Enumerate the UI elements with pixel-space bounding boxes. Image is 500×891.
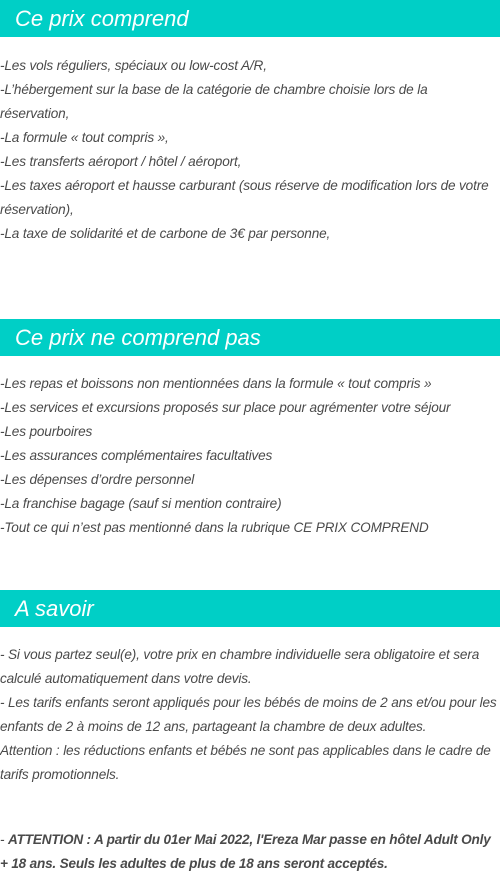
list-item: - Les tarifs enfants seront appliqués pour les bébés de moins de 2 ans et/ou pour les enfants de 2 à moins de 12 ans, partageant la chambre de deux adultes. <box>0 695 497 734</box>
list-item: -La franchise bagage (sauf si mention contraire) <box>0 496 282 511</box>
list-item: -Tout ce qui n’est pas mentionné dans la rubrique CE PRIX COMPREND <box>0 520 429 535</box>
list-item: -La taxe de solidarité et de carbone de 3€ par personne, <box>0 226 331 241</box>
list-item: Attention : les réductions enfants et bébés ne sont pas applicables dans le cadre de tarifs promotionnels. <box>0 743 491 782</box>
attention-prefix: - <box>0 832 9 847</box>
list-item: -La formule « tout compris », <box>0 130 169 145</box>
header-included-title: Ce prix comprend <box>15 5 189 31</box>
list-item: -Les dépenses d’ordre personnel <box>0 472 195 487</box>
list-item: -L’hébergement sur la base de la catégorie de chambre choisie lors de la réservation, <box>0 82 428 121</box>
header-included <box>0 0 500 37</box>
list-item: -Les services et excursions proposés sur place pour agrémenter votre séjour <box>0 400 451 415</box>
to-know-list <box>0 643 500 787</box>
list-item: -Les assurances complémentaires facultatives <box>0 448 273 463</box>
included-list <box>0 54 500 246</box>
list-item: -Les pourboires <box>0 424 93 439</box>
not-included-list <box>0 372 500 540</box>
header-not-included <box>0 319 500 356</box>
header-not-included-title: Ce prix ne comprend pas <box>15 324 261 350</box>
attention-notice-line <box>0 828 500 876</box>
attention-notice <box>0 828 500 876</box>
list-item: -Les transferts aéroport / hôtel / aéroport, <box>0 154 242 169</box>
header-to-know-title: A savoir <box>15 595 94 621</box>
attention-text: ATTENTION : A partir du 01er Mai 2022, l'Ereza Mar passe en hôtel Adult Only + 18 ans. Seuls les adultes de plus de 18 ans seront acceptés. <box>0 832 491 871</box>
list-item: -Les taxes aéroport et hausse carburant (sous réserve de modification lors de votre réservation), <box>0 178 489 217</box>
header-to-know <box>0 590 500 627</box>
list-item: - Si vous partez seul(e), votre prix en chambre individuelle sera obligatoire et sera calculé automatiquement dans votre devis. <box>0 647 480 686</box>
list-item: -Les vols réguliers, spéciaux ou low-cost A/R, <box>0 58 267 73</box>
list-item: -Les repas et boissons non mentionnées dans la formule « tout compris » <box>0 376 432 391</box>
